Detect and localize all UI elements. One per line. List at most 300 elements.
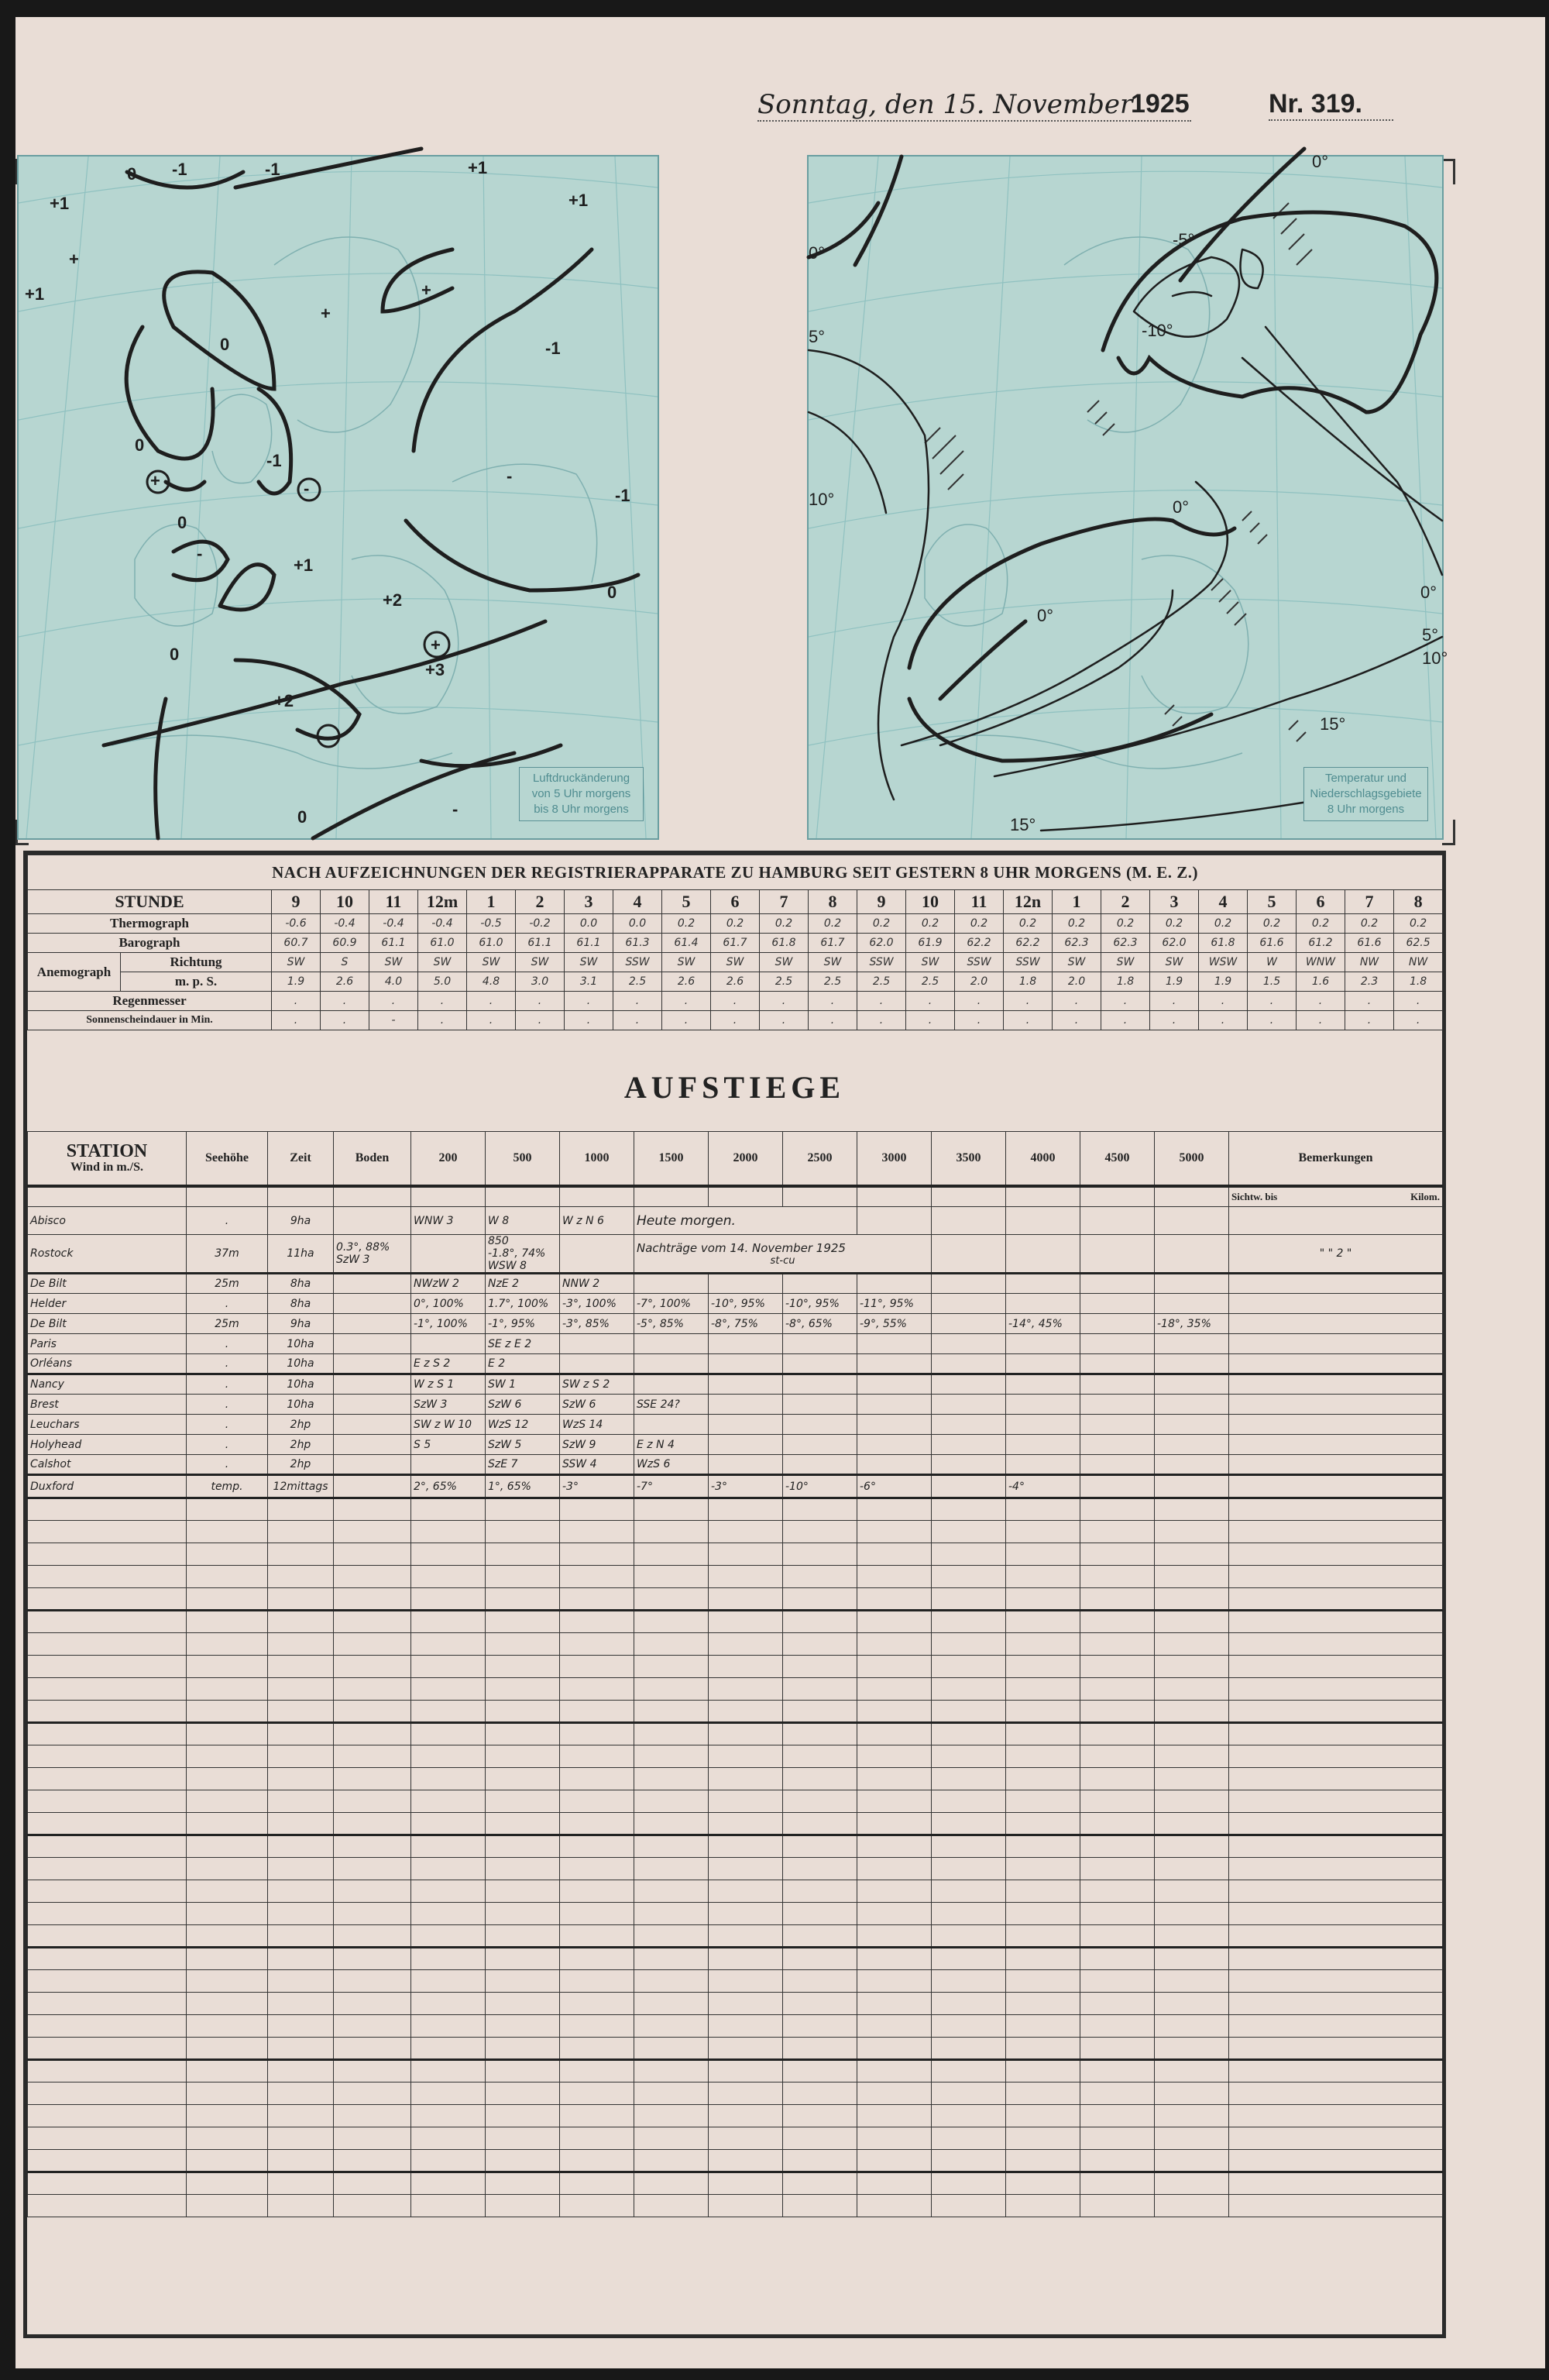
level-value-text: WzS 12 — [488, 1418, 529, 1431]
header-year: 1925 — [1131, 89, 1190, 119]
blank-cell — [334, 1813, 411, 1835]
blank-cell — [857, 2172, 932, 2195]
station-name — [28, 1415, 187, 1435]
level-value — [560, 1415, 634, 1435]
level-value — [783, 1294, 857, 1314]
blank-cell — [28, 1498, 187, 1521]
blank-cell — [334, 1790, 411, 1813]
blank-cell — [634, 1566, 709, 1588]
regen-cell: . — [321, 992, 369, 1011]
blank-cell — [709, 1925, 783, 1948]
seehoehe-value-text: . — [225, 1214, 229, 1227]
blank-cell — [334, 1611, 411, 1633]
bemerkung-value — [1229, 1274, 1443, 1294]
level-value — [411, 1435, 486, 1455]
zeit-value-text: 11ha — [287, 1247, 314, 1260]
blank-cell — [1080, 1566, 1155, 1588]
blank-cell — [857, 1880, 932, 1903]
blank-cell — [634, 1498, 709, 1521]
richtung-cell: SW — [1150, 953, 1199, 972]
blank-cell — [411, 2127, 486, 2150]
blank-cell — [486, 1970, 560, 1993]
blank-cell — [268, 1588, 334, 1611]
seehoehe-value-text: . — [225, 1357, 229, 1370]
blank-cell — [334, 1768, 411, 1790]
isoline-label: + — [150, 471, 160, 490]
blank-cell — [1006, 1858, 1080, 1880]
zeit-value — [268, 1314, 334, 1334]
blank-cell — [334, 1498, 411, 1521]
richtung-cell: SW — [662, 953, 711, 972]
blank-cell — [1229, 1678, 1443, 1701]
isoline-label: +1 — [50, 194, 70, 213]
seehoehe-value-text: . — [225, 1458, 229, 1470]
blank-cell — [1080, 1745, 1155, 1768]
mps-label: m. p. S. — [121, 972, 272, 992]
blank-cell — [783, 1611, 857, 1633]
level-value — [411, 1314, 486, 1334]
blank-cell — [634, 1858, 709, 1880]
blank-cell — [634, 1745, 709, 1768]
blank-cell — [783, 1543, 857, 1566]
bemerkung-value — [1229, 1374, 1443, 1395]
station-name — [28, 1274, 187, 1294]
level-header: 4000 — [1006, 1132, 1080, 1187]
blank-cell — [334, 2172, 411, 2195]
blank-cell — [1229, 1656, 1443, 1678]
level-value — [1006, 1274, 1080, 1294]
station-header-text: STATION — [66, 1141, 148, 1161]
blank-cell — [334, 1858, 411, 1880]
blank-cell — [932, 1678, 1006, 1701]
mps-cell: 1.8 — [1394, 972, 1443, 992]
zeit-value — [268, 1455, 334, 1475]
header-date: Sonntag, den 15. November — [757, 89, 1191, 122]
blank-cell — [1080, 1611, 1155, 1633]
mps-cell: 2.5 — [613, 972, 662, 992]
blank-cell — [187, 1925, 268, 1948]
blank-cell — [857, 1745, 932, 1768]
blank-cell — [560, 1948, 634, 1970]
blank-cell — [709, 1656, 783, 1678]
corner-bracket — [1442, 820, 1455, 845]
blank-cell — [932, 1925, 1006, 1948]
blank-cell — [1080, 1633, 1155, 1656]
mps-cell: 2.3 — [1345, 972, 1394, 992]
blank-cell — [857, 2150, 932, 2172]
richtung-cell: SW — [809, 953, 857, 972]
level-value-text: -10°, 95% — [711, 1297, 765, 1310]
blank-cell — [1080, 2060, 1155, 2082]
blank-cell — [187, 1678, 268, 1701]
boden-value — [334, 1235, 411, 1274]
blank-cell — [1155, 1678, 1229, 1701]
zeit-value-text: 8ha — [290, 1278, 311, 1290]
thermograph-cell: 0.2 — [1248, 914, 1297, 934]
level-value — [857, 1395, 932, 1415]
zeit-value — [268, 1235, 334, 1274]
blank-cell — [1155, 2015, 1229, 2038]
richtung-cell: WNW — [1297, 953, 1345, 972]
level-value — [560, 1395, 634, 1415]
blank-cell — [634, 1678, 709, 1701]
hour-cell: 11 — [955, 890, 1004, 914]
level-value — [857, 1207, 932, 1235]
richtung-cell: SW — [369, 953, 418, 972]
seehoehe-value — [187, 1235, 268, 1274]
seehoehe-value — [187, 1334, 268, 1354]
boden-value — [334, 1314, 411, 1334]
level-value — [783, 1354, 857, 1374]
blank-cell — [1006, 1813, 1080, 1835]
blank-cell — [1006, 1835, 1080, 1858]
level-value — [783, 1374, 857, 1395]
level-value — [857, 1294, 932, 1314]
level-value — [560, 1475, 634, 1498]
blank-cell — [28, 1521, 187, 1543]
thermograph-cell: -0.4 — [418, 914, 467, 934]
level-value — [634, 1235, 932, 1274]
blank-cell — [268, 2038, 334, 2060]
blank-cell — [486, 1768, 560, 1790]
station-name-text: Nancy — [30, 1378, 64, 1391]
station-name-text: Brest — [30, 1398, 59, 1411]
blank-cell — [1006, 2150, 1080, 2172]
blank-cell — [634, 2082, 709, 2105]
blank-cell — [28, 1611, 187, 1633]
stunde-label: STUNDE — [28, 890, 272, 914]
blank-cell — [709, 1790, 783, 1813]
zeit-value — [268, 1374, 334, 1395]
blank-cell — [709, 1186, 783, 1207]
level-value-text: NWzW 2 — [414, 1278, 459, 1290]
station-name-text: Abisco — [30, 1214, 66, 1227]
blank-cell — [187, 2015, 268, 2038]
seehoehe-value-text: 37m — [215, 1247, 239, 1260]
blank-cell — [857, 1903, 932, 1925]
barograph-cell: 60.7 — [272, 934, 321, 953]
thermograph-label: Thermograph — [28, 914, 272, 934]
blank-cell — [1080, 1858, 1155, 1880]
level-value-text: -8°, 75% — [711, 1317, 758, 1330]
blank-cell — [709, 1835, 783, 1858]
level-value — [486, 1415, 560, 1435]
blank-cell — [932, 2060, 1006, 2082]
blank-cell — [28, 1186, 187, 1207]
thermograph-cell: -0.2 — [516, 914, 565, 934]
level-value — [411, 1235, 486, 1274]
isotherm-lines-thick — [809, 149, 1437, 761]
level-value — [411, 1207, 486, 1235]
mps-cell: 1.5 — [1248, 972, 1297, 992]
blank-cell — [187, 2082, 268, 2105]
level-value-text: 1.7°, 100% — [488, 1297, 549, 1310]
level-header: 4500 — [1080, 1132, 1155, 1187]
blank-cell — [932, 1745, 1006, 1768]
station-name — [28, 1235, 187, 1274]
blank-cell — [334, 1633, 411, 1656]
isotherm-label: 15° — [1010, 815, 1036, 834]
barograph-cell: 62.0 — [857, 934, 906, 953]
richtung-label: Richtung — [121, 953, 272, 972]
level-value — [1155, 1274, 1229, 1294]
blank-cell — [268, 2150, 334, 2172]
hour-cell: 7 — [760, 890, 809, 914]
level-header: 3000 — [857, 1132, 932, 1187]
blank-cell — [268, 1790, 334, 1813]
blank-cell — [187, 1656, 268, 1678]
blank-cell — [28, 1656, 187, 1678]
blank-cell — [1006, 1656, 1080, 1678]
bemerkung-value — [1229, 1455, 1443, 1475]
blank-cell — [1006, 1678, 1080, 1701]
blank-cell — [932, 1790, 1006, 1813]
sonnen-cell: . — [613, 1011, 662, 1030]
blank-cell — [560, 1790, 634, 1813]
blank-cell — [1155, 1543, 1229, 1566]
blank-cell — [1229, 2195, 1443, 2217]
level-value — [1006, 1455, 1080, 1475]
thermograph-cell: 0.2 — [809, 914, 857, 934]
sonnen-cell: . — [272, 1011, 321, 1030]
isoline-label: -1 — [545, 339, 561, 358]
blank-cell — [187, 1880, 268, 1903]
blank-cell — [1006, 1993, 1080, 2015]
blank-cell — [634, 1701, 709, 1723]
blank-cell — [857, 1566, 932, 1588]
mps-cell: 1.9 — [272, 972, 321, 992]
blank-cell — [1080, 1543, 1155, 1566]
station-name — [28, 1294, 187, 1314]
bemerkung-value-text: " " 2 " — [1319, 1247, 1352, 1260]
blank-cell — [560, 1723, 634, 1745]
blank-cell — [932, 1970, 1006, 1993]
blank-cell — [932, 1835, 1006, 1858]
blank-cell — [486, 1813, 560, 1835]
blank-cell — [28, 1790, 187, 1813]
blank-cell — [783, 2082, 857, 2105]
blank-cell — [334, 1745, 411, 1768]
regen-cell: . — [418, 992, 467, 1011]
blank-cell — [268, 1835, 334, 1858]
blank-cell — [1155, 2082, 1229, 2105]
blank-cell — [411, 1948, 486, 1970]
level-value — [783, 1435, 857, 1455]
boden-value — [334, 1395, 411, 1415]
regen-cell: . — [906, 992, 955, 1011]
blank-cell — [1229, 1633, 1443, 1656]
blank-cell — [1229, 1611, 1443, 1633]
level-value — [857, 1435, 932, 1455]
blank-cell — [268, 1611, 334, 1633]
blank-cell — [1229, 1521, 1443, 1543]
blank-cell — [857, 1723, 932, 1745]
blank-cell — [1006, 1521, 1080, 1543]
level-value — [560, 1314, 634, 1334]
level-value — [634, 1475, 709, 1498]
level-value — [709, 1294, 783, 1314]
thermograph-cell: 0.2 — [1199, 914, 1248, 934]
level-value — [486, 1354, 560, 1374]
note-st: st-cu — [770, 1254, 795, 1267]
zeit-value-text: 9ha — [290, 1214, 311, 1227]
blank-cell — [28, 2195, 187, 2217]
blank-cell — [268, 1993, 334, 2015]
level-value — [857, 1374, 932, 1395]
hour-cell: 9 — [272, 890, 321, 914]
level-value-text: WzS 6 — [637, 1458, 671, 1470]
blank-cell — [1229, 1813, 1443, 1835]
blank-cell — [187, 1903, 268, 1925]
blank-cell — [1006, 1723, 1080, 1745]
blank-cell — [1080, 1970, 1155, 1993]
blank-cell — [709, 1880, 783, 1903]
blank-cell — [932, 1498, 1006, 1521]
blank-cell — [1155, 1768, 1229, 1790]
level-value — [1006, 1354, 1080, 1374]
blank-cell — [634, 1925, 709, 1948]
level-value — [783, 1395, 857, 1415]
pressure-map-legend — [519, 767, 644, 821]
barograph-cell: 61.2 — [1297, 934, 1345, 953]
blank-cell — [857, 1948, 932, 1970]
blank-cell — [857, 2060, 932, 2082]
zeit-value-text: 2hp — [290, 1458, 311, 1470]
barograph-cell: 61.4 — [662, 934, 711, 953]
thermograph-cell: 0.2 — [1053, 914, 1101, 934]
level-value-text: SzW 3 — [414, 1398, 448, 1411]
level-value-text: SW z W 10 — [414, 1418, 472, 1431]
blank-cell — [334, 1701, 411, 1723]
level-header: 5000 — [1155, 1132, 1229, 1187]
level-value — [1155, 1235, 1229, 1274]
blank-cell — [486, 2150, 560, 2172]
isoline-label: -1 — [266, 451, 282, 470]
level-value — [1080, 1334, 1155, 1354]
level-header: 200 — [411, 1132, 486, 1187]
level-value — [1155, 1415, 1229, 1435]
blank-cell — [857, 2082, 932, 2105]
blank-cell — [1229, 1903, 1443, 1925]
sonnen-cell: . — [467, 1011, 516, 1030]
blank-cell — [28, 2060, 187, 2082]
level-value-text: SzW 5 — [488, 1438, 522, 1451]
blank-cell — [857, 1993, 932, 2015]
level-value — [783, 1314, 857, 1334]
blank-cell — [334, 2150, 411, 2172]
blank-cell — [1006, 1498, 1080, 1521]
blank-cell — [28, 1880, 187, 1903]
blank-cell — [1080, 1903, 1155, 1925]
blank-cell — [1006, 1186, 1080, 1207]
seehoehe-value — [187, 1374, 268, 1395]
blank-cell — [334, 2038, 411, 2060]
sonnen-cell: . — [906, 1011, 955, 1030]
blank-cell — [709, 2105, 783, 2127]
blank-cell — [783, 1745, 857, 1768]
blank-cell — [783, 1588, 857, 1611]
blank-cell — [1229, 1745, 1443, 1768]
thermograph-cell: 0.2 — [1297, 914, 1345, 934]
blank-cell — [268, 1701, 334, 1723]
blank-cell — [932, 1880, 1006, 1903]
blank-cell — [28, 1678, 187, 1701]
level-value — [1080, 1455, 1155, 1475]
blank-cell — [634, 2127, 709, 2150]
regen-cell: . — [662, 992, 711, 1011]
level-value-text: E z N 4 — [637, 1438, 675, 1451]
zeit-header: Zeit — [268, 1132, 334, 1187]
blank-cell — [411, 1656, 486, 1678]
blank-cell — [268, 1813, 334, 1835]
level-value — [709, 1334, 783, 1354]
blank-cell — [411, 1678, 486, 1701]
boden-value — [334, 1475, 411, 1498]
level-value — [486, 1207, 560, 1235]
barograph-cell: 61.1 — [565, 934, 613, 953]
blank-cell — [486, 1656, 560, 1678]
blank-cell — [709, 2127, 783, 2150]
blank-cell — [634, 2195, 709, 2217]
seehoehe-value — [187, 1435, 268, 1455]
regen-cell: . — [809, 992, 857, 1011]
blank-cell — [1155, 1880, 1229, 1903]
mps-cell: 4.0 — [369, 972, 418, 992]
level-value — [634, 1274, 709, 1294]
temperature-map — [807, 152, 1448, 840]
blank-cell — [783, 1790, 857, 1813]
level-value — [932, 1334, 1006, 1354]
level-value — [857, 1274, 932, 1294]
sonnen-cell: . — [857, 1011, 906, 1030]
boden-value — [334, 1455, 411, 1475]
level-value — [411, 1334, 486, 1354]
blank-cell — [709, 1498, 783, 1521]
isotherm-label: 5° — [1422, 625, 1439, 645]
blank-cell — [334, 1723, 411, 1745]
isotherm-label: -10° — [1142, 321, 1173, 340]
blank-cell — [411, 1701, 486, 1723]
barograph-cell: 61.6 — [1345, 934, 1394, 953]
blank-cell — [932, 2082, 1006, 2105]
seehoehe-value — [187, 1395, 268, 1415]
blank-cell — [857, 1611, 932, 1633]
blank-cell — [1080, 2195, 1155, 2217]
blank-cell — [187, 1835, 268, 1858]
blank-cell — [857, 1925, 932, 1948]
blank-cell — [334, 1566, 411, 1588]
blank-cell — [783, 1858, 857, 1880]
blank-cell — [634, 2150, 709, 2172]
blank-cell — [709, 1678, 783, 1701]
bemerkung-value — [1229, 1475, 1443, 1498]
blank-cell — [932, 1588, 1006, 1611]
blank-cell — [857, 1970, 932, 1993]
level-value-text: 1°, 65% — [488, 1480, 531, 1493]
level-value-text: SE z E 2 — [488, 1337, 532, 1350]
isoline-label: +3 — [425, 660, 445, 679]
blank-cell — [709, 2060, 783, 2082]
zeit-value — [268, 1435, 334, 1455]
level-value — [486, 1235, 560, 1274]
blank-cell — [932, 2150, 1006, 2172]
blank-cell — [411, 1611, 486, 1633]
blank-cell — [709, 1611, 783, 1633]
blank-cell — [1229, 1835, 1443, 1858]
blank-cell — [857, 1633, 932, 1656]
blank-cell — [560, 1970, 634, 1993]
richtung-cell: SW — [516, 953, 565, 972]
